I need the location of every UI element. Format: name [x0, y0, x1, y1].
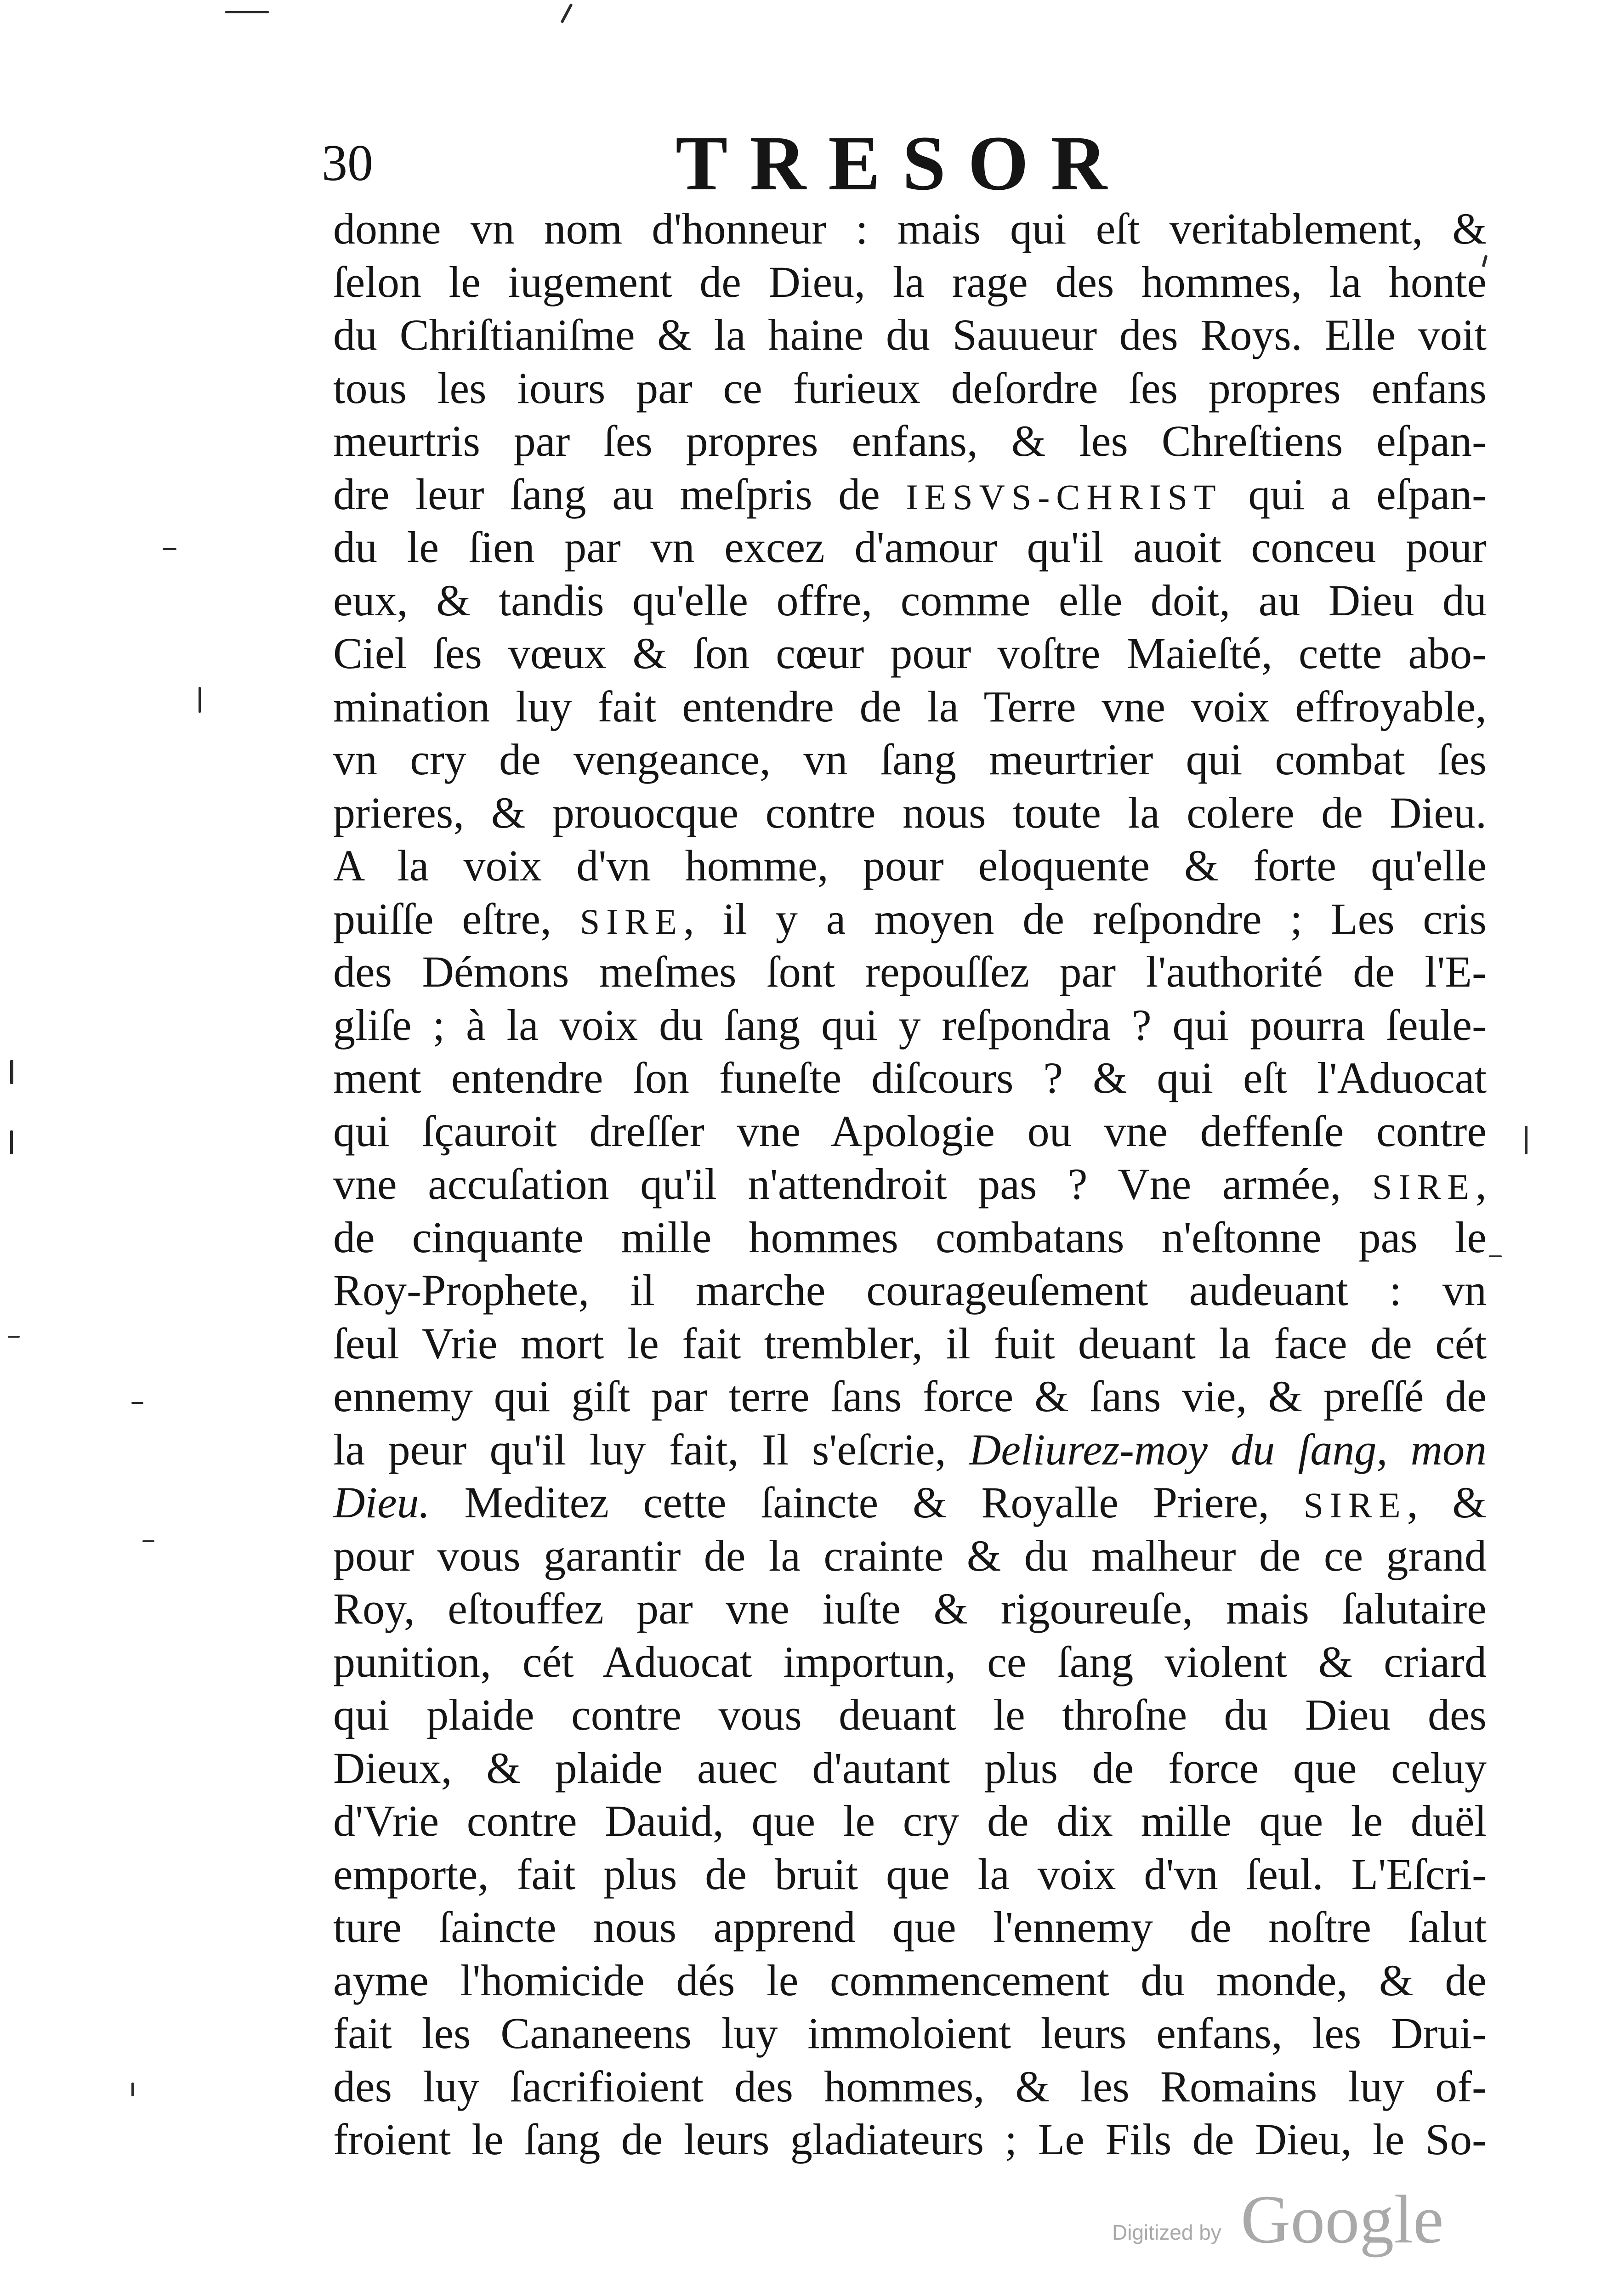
text-line: [333, 1582, 1487, 1635]
text-line: [333, 680, 1487, 733]
scan-mark: [10, 1060, 13, 1084]
text-run: des luy ſacrifioient des hommes, & les Romains luy of-: [333, 2061, 1487, 2111]
text-run: Roy, eſtouffez par vne iuſte & rigoureuſe, mais ſalutaire: [333, 1584, 1487, 1633]
scan-mark: [1525, 1126, 1527, 1154]
text-line: [333, 468, 1487, 521]
text-run: du le ſien par vn excez d'amour qu'il auoit conceu pour: [333, 522, 1487, 572]
small-caps-run: SIRE: [1303, 1485, 1407, 1525]
text-run: gliſe ; à la voix du ſang qui y reſpondra ? qui pourra ſeule-: [333, 1000, 1487, 1050]
text-run: Ciel ſes vœux & ſon cœur pour voſtre Maieſté, cette abo-: [333, 629, 1487, 678]
text-run: froient le ſang de leurs gladiateurs ; Le Fils de Dieu, le So-: [333, 2115, 1487, 2164]
text-line: [333, 999, 1487, 1052]
text-run: donne vn nom d'honneur : mais qui eſt veritablement, &: [333, 204, 1487, 253]
scan-mark: [225, 11, 269, 13]
text-run: Meditez cette ſaincte & Royalle Priere,: [430, 1478, 1304, 1527]
text-line: [333, 362, 1487, 415]
watermark-prefix: Digitized by: [1112, 2220, 1221, 2244]
text-run: emporte, fait plus de bruit que la voix d'vn ſeul. L'Eſcri-: [333, 1849, 1487, 1899]
text-line: [333, 1264, 1487, 1317]
text-line: [333, 1158, 1487, 1211]
text-run: puiſſe eſtre,: [333, 894, 580, 943]
running-header: [322, 120, 1471, 206]
text-line: [333, 1848, 1487, 1901]
text-line: [333, 1794, 1487, 1848]
text-line: [333, 839, 1487, 892]
text-line: [333, 255, 1487, 309]
digitization-watermark: [1112, 2183, 1461, 2256]
text-line: [333, 1370, 1487, 1423]
text-line: [333, 1211, 1487, 1264]
text-run: ennemy qui giſt par terre ſans force & ſans vie, & preſſé de: [333, 1372, 1487, 1421]
text-run: tous les iours par ce furieux deſordre ſes propres enfans: [333, 363, 1487, 413]
text-line: [333, 202, 1487, 255]
text-line: [333, 1688, 1487, 1742]
scan-mark: [10, 1130, 13, 1154]
text-run: d'Vrie contre Dauid, que le cry de dix mille que le duël: [333, 1796, 1487, 1845]
google-logo: Google: [1241, 2181, 1444, 2258]
scan-mark: [1489, 1255, 1502, 1257]
text-run: pour vous garantir de la crainte & du malheur de ce grand: [333, 1531, 1487, 1580]
running-title: TRESOR: [676, 120, 1130, 206]
text-run: meurtris par ſes propres enfans, & les Chreſtiens eſpan-: [333, 416, 1487, 465]
text-run: , il y a moyen de reſpondre ; Les cris: [683, 894, 1487, 943]
text-line: [333, 627, 1487, 680]
text-line: [333, 2113, 1487, 2166]
text-line: [333, 1476, 1487, 1529]
text-run: ſelon le iugement de Dieu, la rage des hommes, la honte: [333, 257, 1487, 306]
small-caps-run: SIRE: [1372, 1167, 1476, 1207]
text-run: ment entendre ſon funeſte diſcours ? & qui eſt l'Aduocat: [333, 1053, 1487, 1102]
text-run: la peur qu'il luy fait, Il s'eſcrie,: [333, 1425, 969, 1474]
text-run: ayme l'homicide dés le commencement du monde, & de: [333, 1955, 1487, 2005]
text-run: ture ſaincte nous apprend que l'ennemy de noſtre ſalut: [333, 1902, 1487, 1952]
text-line: [333, 2060, 1487, 2113]
scan-mark: [131, 1402, 143, 1404]
text-run: du Chriſtianiſme & la haine du Sauueur des Roys. Elle voit: [333, 310, 1487, 359]
text-line: [333, 1529, 1487, 1583]
text-line: [333, 786, 1487, 840]
text-run: qui a eſpan-: [1222, 469, 1487, 519]
text-run: fait les Cananeens luy immoloient leurs enfans, les Drui-: [333, 2009, 1487, 2058]
scan-mark: [561, 3, 573, 23]
text-run: dre leur ſang au meſpris de: [333, 469, 906, 519]
text-run: Dieux, & plaide auec d'autant plus de force que celuy: [333, 1743, 1487, 1793]
text-line: [333, 733, 1487, 786]
text-run: A la voix d'vn homme, pour eloquente & forte qu'elle: [333, 841, 1487, 890]
text-run: des Démons meſmes ſont repouſſez par l'authorité de l'E-: [333, 947, 1487, 996]
text-run: de cinquante mille hommes combatans n'eſtonne pas le: [333, 1212, 1487, 1262]
text-line: [333, 308, 1487, 362]
text-line: [333, 414, 1487, 468]
text-line: [333, 1742, 1487, 1795]
text-run: ſeul Vrie mort le fait trembler, il fuit deuant la face de cét: [333, 1318, 1487, 1368]
scan-mark: [199, 687, 201, 713]
text-line: [333, 892, 1487, 946]
text-line: [333, 1105, 1487, 1158]
text-line: [333, 1423, 1487, 1476]
small-caps-run: IESVS-CHRIST: [906, 477, 1222, 517]
text-line: [333, 1954, 1487, 2007]
scan-mark: [142, 1540, 154, 1542]
text-run: mination luy fait entendre de la Terre vne voix effroyable,: [333, 681, 1487, 731]
text-line: [333, 1051, 1487, 1105]
text-run: , &: [1407, 1478, 1487, 1527]
text-line: [333, 521, 1487, 574]
scan-mark: [163, 548, 176, 550]
text-run: prieres, & prouocque contre nous toute la colere de Dieu.: [333, 788, 1487, 837]
text-line: [333, 1635, 1487, 1689]
text-run: eux, & tandis qu'elle offre, comme elle doit, au Dieu du: [333, 575, 1487, 625]
page-number: 30: [322, 135, 373, 192]
text-line: [333, 2007, 1487, 2060]
text-run: Roy-Prophete, il marche courageuſement audeuant : vn: [333, 1266, 1487, 1315]
scan-mark: [8, 1336, 20, 1338]
text-run: ,: [1476, 1159, 1487, 1209]
text-line: [333, 1317, 1487, 1370]
text-run: qui ſçauroit dreſſer vne Apologie ou vne deffenſe contre: [333, 1106, 1487, 1156]
small-caps-run: SIRE: [579, 901, 683, 942]
italic-run: Dieu.: [333, 1478, 430, 1527]
text-run: punition, cét Aduocat importun, ce ſang violent & criard: [333, 1637, 1487, 1686]
text-run: qui plaide contre vous deuant le throſne du Dieu des: [333, 1690, 1487, 1739]
text-line: [333, 1901, 1487, 1954]
scan-mark: [131, 2083, 134, 2096]
body-text: [333, 202, 1487, 2166]
text-line: [333, 945, 1487, 999]
italic-run: Deliurez-moy du ſang, mon: [969, 1425, 1487, 1474]
text-line: [333, 574, 1487, 627]
text-run: vn cry de vengeance, vn ſang meurtrier qui combat ſes: [333, 735, 1487, 784]
text-run: vne accuſation qu'il n'attendroit pas ? Vne armée,: [333, 1159, 1372, 1209]
